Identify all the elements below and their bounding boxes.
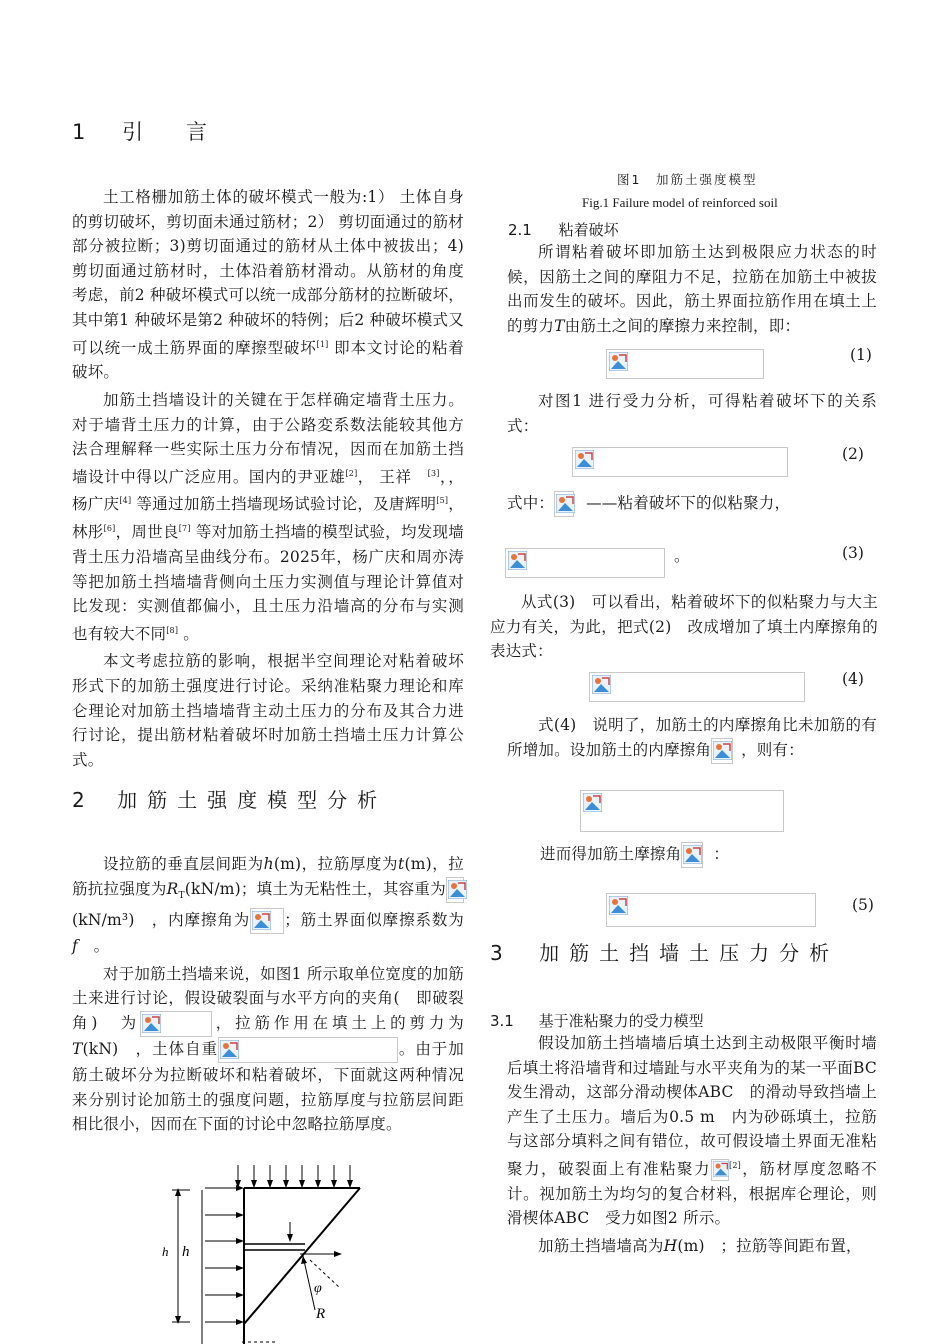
section-2-number: 2 — [72, 788, 95, 812]
intro-paragraph-2: 加筋土挡墙设计的关键在于怎样确定墙背土压力。对于墙背土压力的计算，由于公路変系数法能较其他方法合理解释一些实际土压力分布情况，因而在加筋土挡墙设计中得以广泛应用。国内的尹亚雄[2]， 王祥 [3]，，杨广庆[4] 等通过加筋土挡墙现场试验讨论，及唐辉明[5]，林彤[6]，周世良[7] 等对加筋土挡墙的模型试验，均发现墙背土压力沿墙高呈曲线分布。2025年，杨广庆和周亦涛等把加筋土挡墙墙背侧向土压力实测值与理论计算值对比发现：实测值都偏小，且土压力沿墙高的分布与实测也有较大不同[8] 。 — [72, 390, 464, 643]
section-2-1-paragraph-6: 进而得加筋土摩擦角 ： — [540, 842, 729, 868]
formula-image — [446, 877, 464, 903]
figure-label-phi: φ — [314, 1281, 322, 1296]
formula-image — [681, 842, 703, 868]
section-3-number: 3 — [490, 941, 513, 965]
equation-2-number: (2) — [842, 445, 864, 463]
section-2-1-number: 2.1 — [508, 221, 532, 239]
section-2-1-paragraph-4: 从式(3) 可以看出，粘着破坏下的似粘聚力与大主应力有关，为此，把式(2) 改成增加了填土内摩擦角的表达式： — [490, 593, 878, 661]
section-2-1-paragraph-4-box — [490, 590, 878, 664]
equation-5-image — [606, 893, 816, 927]
formula-image — [250, 908, 284, 934]
figure-label-h-small: h — [162, 1244, 169, 1259]
section-2-body — [72, 852, 464, 1137]
equation-3-number: (3) — [842, 544, 864, 562]
figure-label-r: R — [316, 1306, 326, 1322]
section-2-title: 加筋土强度模型分析 — [117, 788, 388, 812]
section-1-title: 引 言 — [122, 120, 219, 144]
equation-5-number: (5) — [852, 896, 874, 914]
section-2-1-heading — [508, 219, 619, 240]
equation-1-image — [606, 349, 764, 379]
figure-1-caption-en: Fig.1 Failure model of reinforced soil — [582, 195, 778, 210]
figure-1-diagram — [150, 1160, 380, 1344]
section-3-1-body — [507, 1031, 893, 1259]
section-2-paragraph-2: 对于加筋土挡墙来说，如图1 所示取单位宽度的加筋土来进行讨论，假设破裂面与水平方向的夹角( 即破裂角) 为 ，拉筋作用在填土上的剪力为T(kN) ，土体自重 。由于加筋土破坏分为拉断破坏和粘着破坏，下面就这两种情况来分别讨论加筋土的强度问题，拉筋厚度与拉筋层间距相比很小，因而在下面的讨论中忽略拉筋厚度。 — [72, 964, 464, 1134]
section-2-1-paragraph-1-box — [507, 240, 877, 338]
section-3-1-heading — [490, 1010, 704, 1031]
symbol-definition: 式中： ——粘着破坏下的似粘聚力， — [507, 491, 790, 517]
equation-3-image — [505, 548, 665, 578]
section-1-number: 1 — [72, 120, 97, 144]
section-3-1-paragraph-1: 假设加筋土挡墙墙后填土达到主动极限平衡时墙后填土将沿墙背和过墙趾与水平夹角为的某一平面BC 发生滑动，这部分滑动楔体ABC 的滑动导致挡墙上产生了土压力。墙后为0.5 m 内为砂砾填土，拉筋与这部分填料之间有错位，故可假设墙土界面无准粘聚力，破裂面上有准粘聚力 [2]，筋材厚度忽略不计。视加筋土为均匀的复合材料，根据库仑理论，则滑楔体ABC 受力如图2 所示。 — [507, 1034, 893, 1228]
equation-4-image — [589, 672, 805, 702]
equation-1-number: (1) — [850, 346, 872, 364]
intro-paragraph-1: 土工格栅加筋土体的破坏模式一般为:1） 土体自身的剪切破坏，剪切面未通过筋材；2） 剪切面通过的筋材部分被拉断；3)剪切面通过的筋材从土体中被拔出；4)剪切面通过筋材时，土体沿着筋材滑动。从筋材的角度考虑，前2 种破坏模式可以统一成部分筋材的拉断破坏，其中第1 种破坏是第2 种破坏的特例；后2 种破坏模式又可以统一成土筋界面的摩擦型破坏[1] 即本文讨论的粘着破坏。 — [72, 188, 464, 382]
citation: [1] — [316, 339, 329, 349]
formula-image — [218, 1037, 398, 1063]
formula-image — [711, 1159, 729, 1181]
section-3-1-title: 基于准粘聚力的受力模型 — [538, 1012, 704, 1030]
formula-image — [554, 491, 574, 517]
figure-1-caption-cn: 图1 加筋土强度模型 — [617, 172, 758, 187]
section-3-heading — [490, 937, 839, 966]
section-2-1-title: 粘着破坏 — [558, 221, 619, 239]
section-2-1-paragraph-5-box — [507, 713, 877, 764]
section-2-1-paragraph-2-box — [507, 389, 877, 438]
formula-image — [711, 738, 733, 764]
section-2-1-paragraph-2: 对图1 进行受力分析，可得粘着破坏下的关系式： — [507, 392, 877, 435]
section-2-1-paragraph-1: 所谓粘着破坏即加筋土达到极限应力状态的时候，因筋土之间的摩阻力不足，拉筋在加筋土中被拔出而发生的破坏。因此，筋土界面拉筋作用在填土上的剪力T由筋土之间的摩擦力来控制，即： — [507, 243, 877, 335]
section-3-1-paragraph-2: 加筋土挡墙墙高为H(m) ；拉筋等间距布置， — [538, 1236, 862, 1255]
section-2-1-paragraph-5: 式(4) 说明了，加筋土的内摩擦角比未加筋的有所增加。设加筋土的内摩擦角 ，则有： — [507, 713, 877, 764]
intro-paragraph-3: 本文考虑拉筋的影响，根据半空间理论对粘着破坏形式下的加筋土强度进行讨论。采纳准粘聚力理论和库仑理论对加筋土挡墙墙背主动土压力的分布及其合力进行讨论，提出筋材粘着破坏时加筋土挡墙土压力计算公式。 — [72, 652, 464, 769]
equation-4-number: (4) — [842, 670, 864, 688]
section-3-1-number: 3.1 — [490, 1012, 514, 1030]
figure-label-h: h — [182, 1244, 190, 1260]
left-column — [72, 185, 464, 772]
section-3-title: 加筋土挡墙土压力分析 — [539, 941, 840, 965]
section-2-heading — [72, 784, 387, 813]
formula-image — [140, 1011, 212, 1037]
section-1-heading — [72, 116, 218, 146]
equation-image — [580, 790, 784, 832]
section-2-paragraph-1: 设拉筋的垂直层间距为h(m)，拉筋厚度为t(m)，拉筋抗拉强度为$R_T(kN/m)$；填土为无粘性土，其容重为 (kN/m³) ，内摩擦角为 ；筋土界面似摩擦系数为f 。 — [72, 852, 464, 959]
equation-3-tail: 。 — [674, 547, 690, 565]
equation-2-image — [572, 447, 788, 477]
